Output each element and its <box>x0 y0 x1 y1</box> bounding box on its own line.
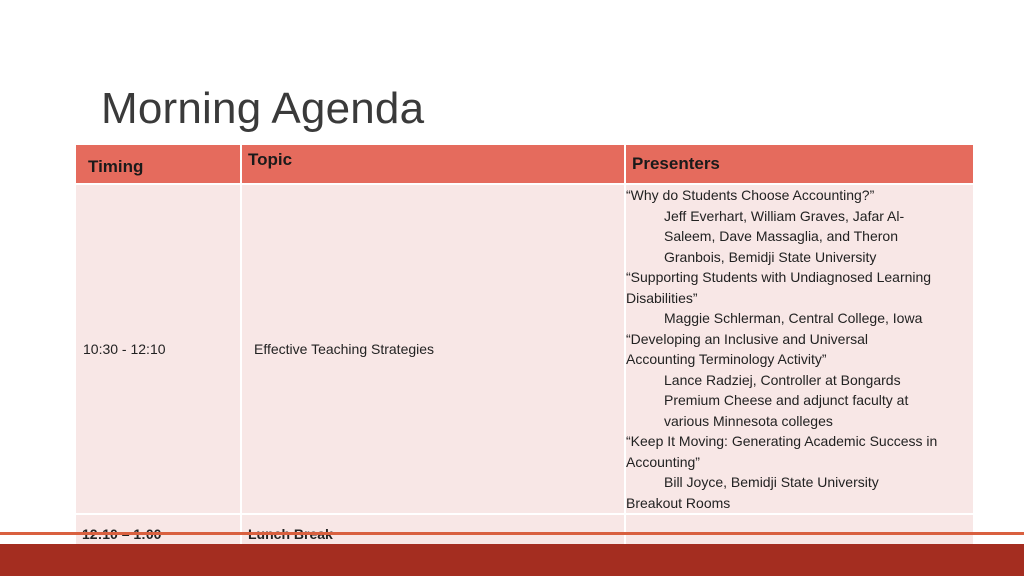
talk-title: Disabilities” <box>626 289 698 306</box>
table-row <box>76 184 973 514</box>
talk-title: Accounting Terminology Activity” <box>626 351 827 367</box>
session-topic: Effective Teaching Strategies <box>241 184 625 514</box>
presenter-line: various Minnesota colleges <box>664 412 833 429</box>
footer-accent-line <box>0 532 1024 535</box>
presenter-line: Saleem, Dave Massaglia, and Theron <box>664 228 898 244</box>
agenda-table <box>76 145 973 553</box>
breakout-rooms: Breakout Rooms <box>626 494 731 511</box>
header-row <box>76 145 973 184</box>
presenter-line: Jeff Everhart, William Graves, Jafar Al- <box>664 207 905 224</box>
header-timing: Timing <box>76 145 241 184</box>
presenter-line: Lance Radziej, Controller at Bongards <box>664 371 901 388</box>
talk-title: “Keep It Moving: Generating Academic Success in <box>626 433 938 449</box>
slide-title: Morning Agenda <box>101 84 425 133</box>
presenter-line: Premium Cheese and adjunct faculty at <box>664 392 909 408</box>
talk-title: “Supporting Students with Undiagnosed Learning <box>626 269 932 285</box>
presenter-line: Granbois, Bemidji State University <box>664 248 877 265</box>
talk-title: “Why do Students Choose Accounting?” <box>626 187 875 203</box>
footer-bar <box>0 544 1024 576</box>
presenter-line: Bill Joyce, Bemidji State University <box>664 474 879 490</box>
header-topic: Topic <box>241 145 625 184</box>
talk-title: Accounting” <box>626 453 700 470</box>
talk-title: “Developing an Inclusive and Universal <box>626 330 869 347</box>
presenter-line: Maggie Schlerman, Central College, Iowa <box>664 310 923 326</box>
presenters-list <box>625 184 973 514</box>
header-presenters: Presenters <box>625 145 973 184</box>
session-time: 10:30 - 12:10 <box>76 184 241 514</box>
